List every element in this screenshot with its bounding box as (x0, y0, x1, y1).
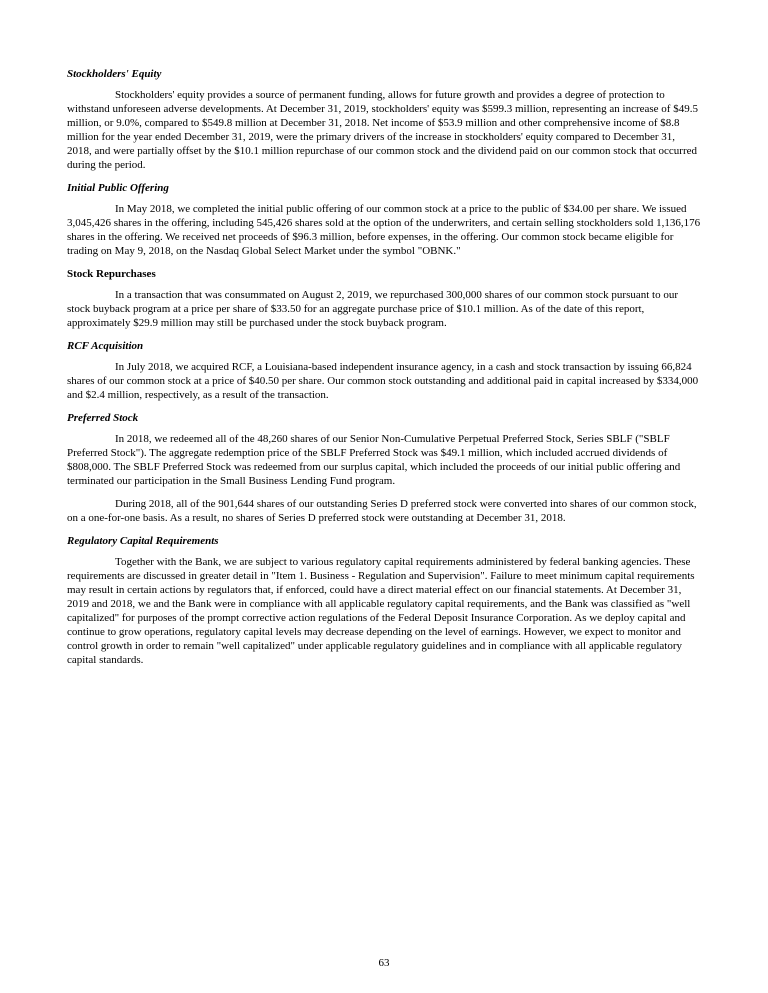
paragraph-preferred-stock-1: In 2018, we redeemed all of the 48,260 shares of our Senior Non-Cumulative Perpetual Preferred Stock, Series SBLF ("SBLF Preferred Stock"). The aggregate redemption price of the SBLF Preferred Stock was $49.1 million, which included accrued dividends of $808,000. The SBLF Preferred Stock was redeemed from our surplus capital, which included the proceeds of our initial public offering and terminated our participation in the Small Business Lending Fund program. (67, 433, 681, 487)
heading-regulatory-capital: Regulatory Capital Requirements (67, 535, 219, 547)
paragraph-stockholders-equity: Stockholders' equity provides a source of permanent funding, allows for future growth and provides a degree of protection to withstand unforeseen adverse developments. At December 31, 2019, stockholders' equity was $599.3 million, representing an increase of $49.5 million, or 9.0%, compared to $549.8 million at December 31, 2018. Net income of $53.9 million and other comprehensive income of $8.8 million for the year ended December 31, 2019, were the primary drivers of the increase in stockholders' equity compared to December 31, 2018, and were partially offset by the $10.1 million repurchase of our common stock and the dividend paid on our common stock that occurred during the period. (67, 89, 698, 171)
heading-stock-repurchases: Stock Repurchases (67, 268, 156, 280)
paragraph-rcf-acquisition: In July 2018, we acquired RCF, a Louisiana-based independent insurance agency, in a cash and stock transaction by issuing 66,824 shares of our common stock at a price of $40.50 per share. Our common stock outstanding and additional paid in capital increased by $334,000 and $2.4 million, respectively, as a result of the transaction. (67, 361, 699, 401)
heading-preferred-stock: Preferred Stock (67, 412, 139, 424)
paragraph-stock-repurchases: In a transaction that was consummated on August 2, 2019, we repurchased 300,000 shares of our common stock pursuant to our stock buyback program at a price per share of $33.50 for an aggregate purchase price of $10.1 million. As of the date of this report, approximately $29.9 million may still be purchased under the stock buyback program. (67, 289, 679, 329)
heading-stockholders-equity: Stockholders' Equity (67, 68, 162, 80)
page-number: 63 (378, 957, 390, 969)
document-page (67, 67, 701, 676)
paragraph-regulatory-capital: Together with the Bank, we are subject to various regulatory capital requirements administered by federal banking agencies. These requirements are discussed in greater detail in "Item 1. Business - Regulation and Supervision". Failure to meet minimum capital requirements may result in certain actions by regulators that, if enforced, could have a direct material effect on our financial statements. At December 31, 2019 and 2018, we and the Bank were in compliance with all applicable regulatory capital requirements, and the Bank was classified as "well capitalized" for purposes of the prompt corrective action regulations of the Federal Deposit Insurance Corporation. As we deploy capital and continue to grow operations, regulatory capital levels may decrease depending on the level of earnings. However, we expect to monitor and control growth in order to remain "well capitalized" under applicable regulatory guidelines and in compliance with all applicable regulatory capital standards. (67, 556, 695, 666)
heading-initial-public-offering: Initial Public Offering (67, 182, 169, 194)
heading-rcf-acquisition: RCF Acquisition (67, 340, 144, 352)
paragraph-initial-public-offering: In May 2018, we completed the initial public offering of our common stock at a price to the public of $34.00 per share. We issued 3,045,426 shares in the offering, including 545,426 shares sold at the option of the underwriters, and certain selling stockholders sold 1,136,176 shares in the offering. We received net proceeds of $96.3 million, before expenses, in the offering. Our common stock became eligible for trading on May 9, 2018, on the Nasdaq Global Select Market under the symbol "OBNK." (67, 203, 701, 257)
paragraph-preferred-stock-2: During 2018, all of the 901,644 shares of our outstanding Series D preferred stock were converted into shares of our common stock, on a one-for-one basis. As a result, no shares of Series D preferred stock were outstanding at December 31, 2018. (67, 498, 697, 524)
